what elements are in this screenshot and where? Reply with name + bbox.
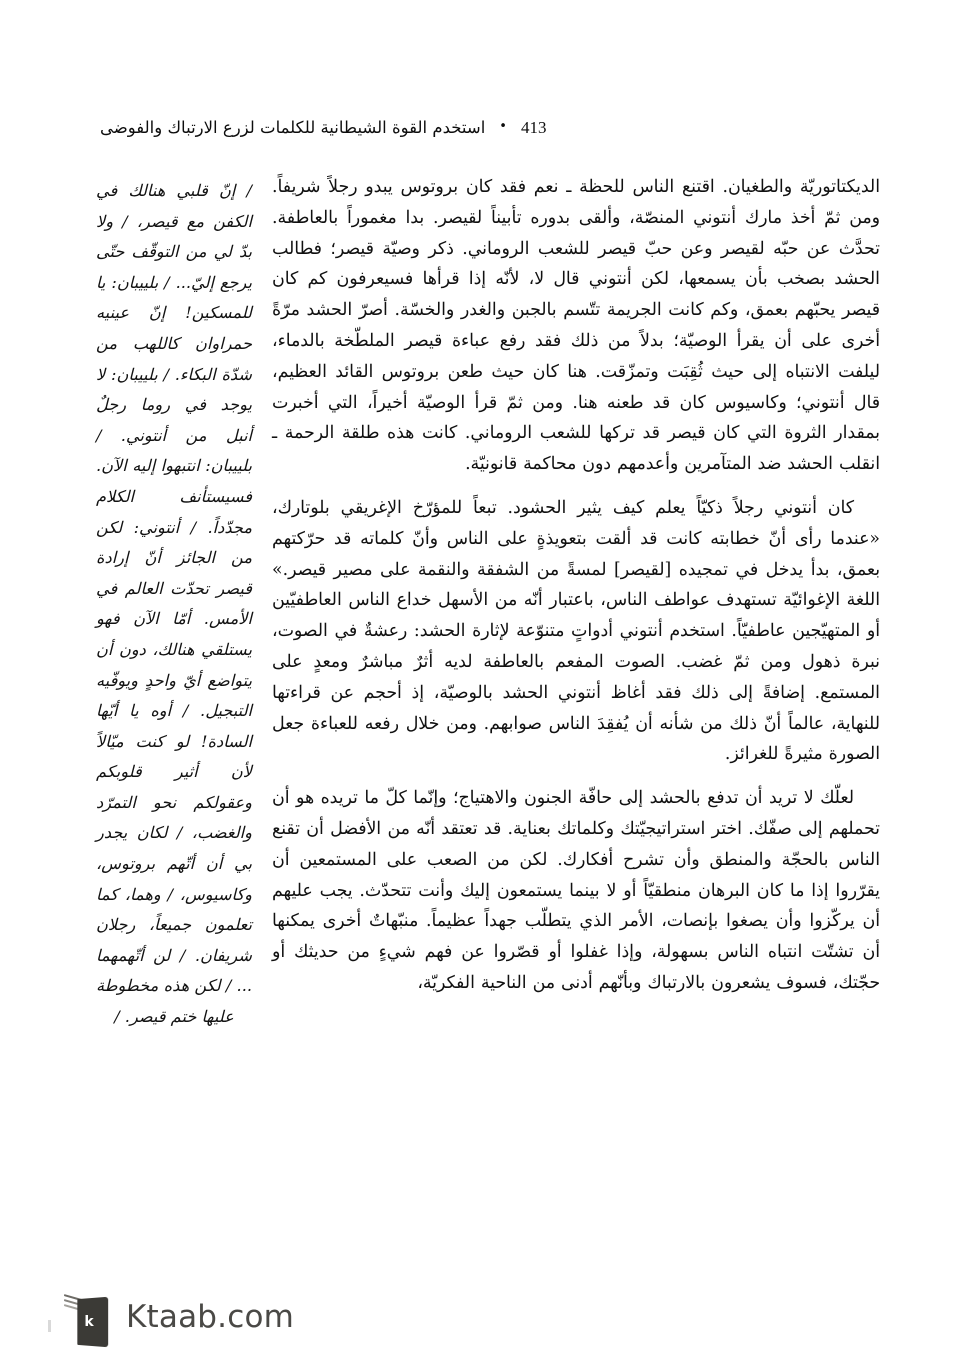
header-separator-bullet: •: [499, 119, 507, 134]
body-paragraph: كان أنتوني رجلاً ذكيّاً يعلم كيف يثير الحشود. تبعاً للمؤرّخ الإغريقي بلوتارك، «عندما رأى أنّ خطابته كانت قد ألقت بتعويذةٍ على الناس وأنّ كلماته قد حرّكتهم بعمق، بدأ يدخل في تمجيده [لقيصر] لمسةً من الشفقة والنقمة على مصير قيصر.» اللغة الإغوائيّة تستهدف عواطف الناس، باعتبار أنّه من الأسهل خداع الناس العاطفيّين أو المتهيّجين عاطفيّاً. استخدم أنتوني أدواتٍ متنوّعة لإثارة الحشد: رعشةٌ في الصوت، نبرة ذهول ومن ثمّ غضب. الصوت المفعم بالعاطفة لديه أثرٌ مباشرٌ ومعدٍ على المستمع. إضافةً إلى ذلك فقد أغاظ أنتوني الحشد بالوصيّة، إذ أحجم عن قراءتها للنهاية، عالماً أنّ ذلك من شأنه أن يُفقِدَ الناس صوابهم. ومن خلال رفعه للعباءة جعل الصورة مثيرةً للغرائز.: [272, 497, 880, 765]
watermark-logo: [62, 1286, 294, 1348]
running-header: [100, 118, 590, 146]
body-paragraph: الديكتاتوريّة والطغيان. اقتنع الناس للحظة ـ نعم فقد كان بروتوس يبدو رجلاً شريفاً. ومن ثمّ أخذ مارك أنتوني المنصّة، وألقى بدوره تأبيناً لقيصر. بدا مغموراً بالعاطفة. تحدَّث عن حبّه لقيصر وعن حبّ قيصر للشعب الروماني. ذكر وصيّة قيصر؛ فطالب الحشد بصخب بأن يسمعها، لكن أنتوني قال لا، لأنّه إذا قرأها فسيعرفون كم كان قيصر يحبّهم بعمق، وكم كانت الجريمة تتّسم بالجبن والغدر والخسّة. أصرّ الحشد مرّةً أخرى على أن يقرأ الوصيّة؛ بدلاً من ذلك فقد رفع عباءة قيصر الملطّخة بالدماء، ليلفت الانتباه إلى حيث ثُقِبَت وتمزّقت. هنا كان حيث طعن بروتوس القائد العظيم، قال أنتوني؛ وكاسيوس كان قد طعنه هنا. ومن ثمّ قرأ الوصيّة أخيراً، التي أخبرت بمقدار الثروة التي كان قيصر قد تركها للشعب الروماني. كانت هذه طلقة الرحمة ـ انقلب الحشد ضد المتآمرين وأعدمهم دون محاكمة قانونيّة.: [272, 177, 880, 475]
margin-quote-column: [96, 176, 252, 1033]
body-paragraph: لعلّك لا تريد أن تدفع بالحشد إلى حافّة الجنون والاهتياج؛ وإنّما كلّ ما تريده هو أن تحملهم إلى صفّك. اختر استراتيجيّتك وكلماتك بعناية. قد تعتقد أنّه من الأفضل أن تقنع الناس بالحجّة والمنطق وأن تشرح أفكارك. لكن من الصعب على المستمعين أن يقرّروا إذا ما كان البرهان منطقيّاً أو لا بينما يستمعون إليك وأنت تتحدّث. يجب عليهم أن يركّزوا وأن يصغوا بإنصات، الأمر الذي يتطلّب جهداً عظيماً. منبّهاتٌ أخرى يمكنها أن تشتّت انتباه الناس بسهولة، وإذا غفلوا أو قصّروا عن فهم شيءٍ من حديثك أو حجّتك، فسوف يشعرون بالارتباك وبأنّهم أدنى من الناحية الفكريّة،: [272, 788, 880, 993]
chapter-title: استخدم القوة الشيطانية للكلمات لزرع الارتباك والفوضى: [100, 118, 486, 137]
watermark-brand-text: Ktaab.com: [126, 1298, 295, 1335]
page-number: 413: [520, 118, 547, 137]
margin-quote-text: / إنّ قلبي هنالك في الكفن مع قيصر، / ولا بدّ لي من التوقّف حتّى يرجع إليّ... / بلييبان: يا للمسكين! إنّ عينيه حمراوان كاللهب من شدّة البكاء. / بلييبان: لا يوجد في روما رجلٌ أنبل من أنتوني. / بلييبان: انتبهوا إليه الآن. فسيستأنف الكلام مجدّداً. / أنتوني: لكن من الجائز أنّ إرادة قيصر تحدّت العالم في الأمس. أمّا الآن فهو يستلقي هنالك، دون أن يتواضع أيّ واحدٍ ويوفّيه التبجيل. / أوه يا أيّها السادة! لو كنت ميّالاً لأن أثير قلوبكم وعقولكم نحو التمرّد والغضب، / لكان يجدر بي أن أتّهم بروتوس، وكاسيوس، / وهما، كما تعلمون جميعاً، رجلان شريفان. / لن أتّهمهما ... / لكن هذه مخطوطة عليها ختم قيصر. /: [96, 181, 252, 1027]
scan-edge-artifact: [48, 1320, 51, 1332]
book-icon: [62, 1288, 118, 1346]
body-text-column: [272, 172, 880, 999]
logo-letter: k: [84, 1314, 94, 1330]
